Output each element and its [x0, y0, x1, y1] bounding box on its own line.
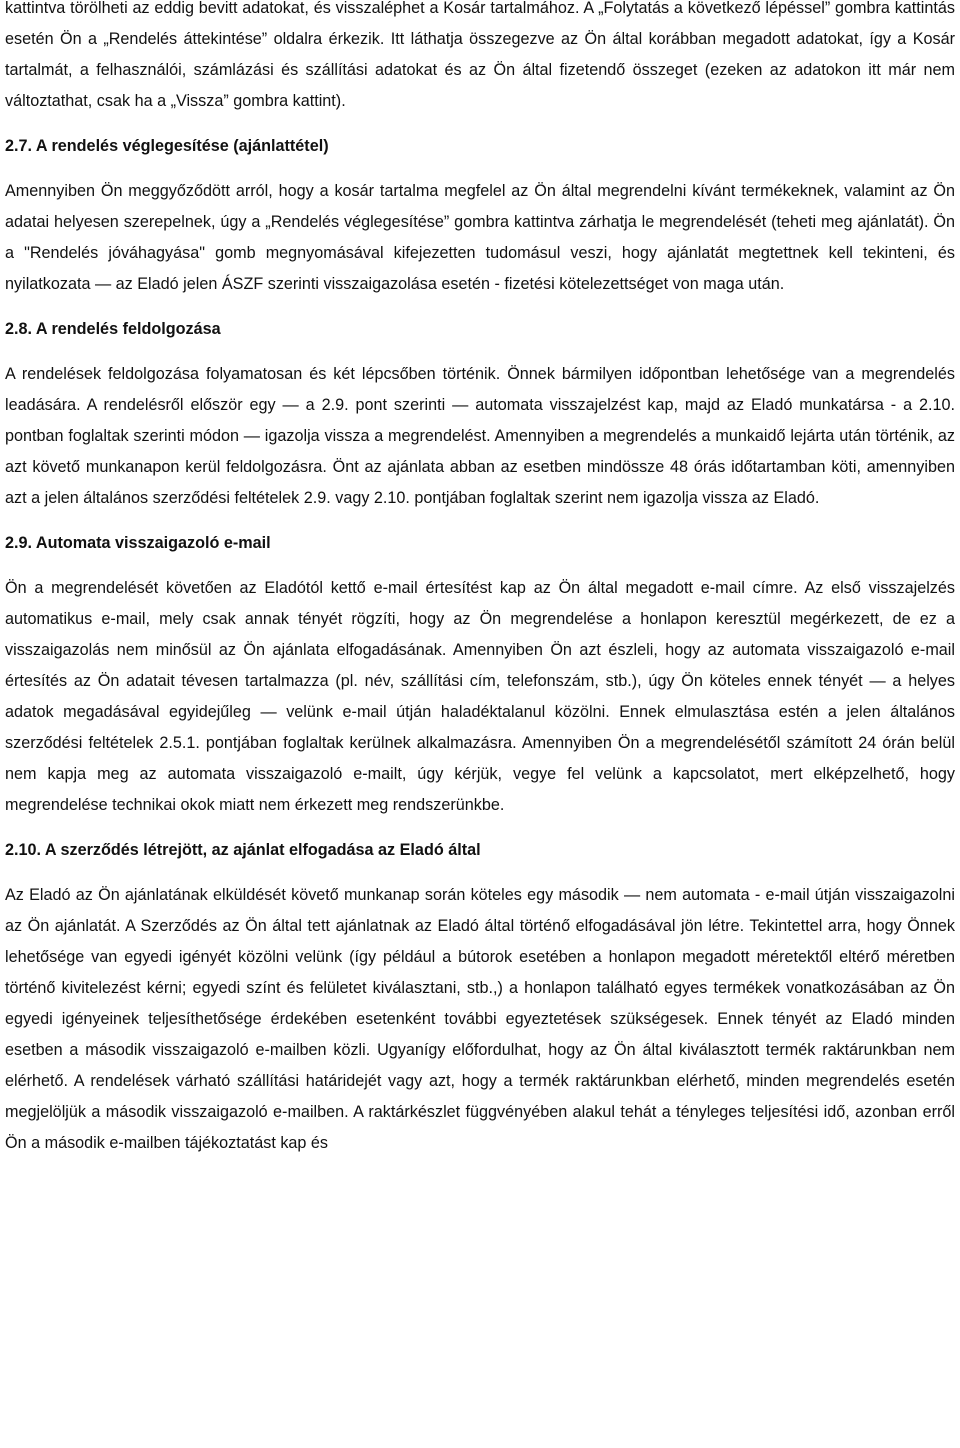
- section-2-7: [5, 131, 955, 300]
- section-2-9: [5, 528, 955, 821]
- section-2-10: [5, 835, 955, 1159]
- section-body: A rendelések feldolgozása folyamatosan és két lépcsőben történik. Önnek bármilyen időpontban lehetősége van a megrendelés leadására. A rendelésről először egy — a 2.9. pont szerinti — automata visszajelzést kap, majd az Eladó munkatársa - a 2.10. pontban foglaltak szerinti módon — igazolja vissza a megrendelést. Amennyiben a megrendelés a munkaidő lejárta után történik, az azt követő munkanapon kerül feldolgozásra. Önt az ajánlata abban az esetben mindössze 48 órás időtartamban köti, amennyiben azt a jelen általános szerződési feltételek 2.9. vagy 2.10. pontjában foglaltak szerint nem igazolja vissza az Eladó.: [5, 365, 955, 507]
- section-body: Ön a megrendelését követően az Eladótól kettő e-mail értesítést kap az Ön által megadott e-mail címre. Az első visszajelzés automatikus e-mail, mely csak annak tényét rögzíti, hogy az Ön megrendelése a honlapon keresztül megérkezett, de ez a visszaigazolás nem minősül az Ön ajánlata elfogadásának. Amennyiben Ön azt észleli, hogy az automata visszaigazoló e-mail értesítés az Ön adatait tévesen tartalmazza (pl. név, szállítási cím, telefonszám, stb.), úgy Ön köteles ennek tényét — a helyes adatok megadásával egyidejűleg — velünk e-mail útján haladéktalanul közölni. Ennek elmulasztása estén a jelen általános szerződési feltételek 2.5.1. pontjában foglaltak kerülnek alkalmazásra. Amennyiben Ön a megrendelésétől számított 24 órán belül nem kapja meg az automata visszaigazoló e-mailt, úgy kérjük, vegye fel velünk a kapcsolatot, mert elképzelhető, hogy megrendelése technikai okok miatt nem érkezett meg rendszerünkbe.: [5, 579, 955, 814]
- section-heading: 2.10. A szerződés létrejött, az ajánlat elfogadása az Eladó által: [5, 841, 481, 859]
- intro-paragraph: kattintva törölheti az eddig bevitt adatokat, és visszaléphet a Kosár tartalmához. A „Folytatás a következő lépéssel” gombra kattintás esetén Ön a „Rendelés áttekintése” oldalra érkezik. Itt láthatja összegezve az Ön által korábban megadott adatokat, így a Kosár tartalmát, a felhasználói, számlázási és szállítási adatokat és az Ön által fizetendő összeget (ezeken az adatokon itt már nem változtathat, csak ha a „Vissza” gombra kattint).: [5, 0, 955, 110]
- section-heading: 2.9. Automata visszaigazoló e-mail: [5, 534, 271, 552]
- section-heading: 2.7. A rendelés véglegesítése (ajánlattétel): [5, 137, 329, 155]
- document-page: [5, 0, 955, 1159]
- section-body: Az Eladó az Ön ajánlatának elküldését követő munkanap során köteles egy második — nem automata - e-mail útján visszaigazolni az Ön ajánlatát. A Szerződés az Ön által tett ajánlatnak az Eladó által történő elfogadásával jön létre. Tekintettel arra, hogy Önnek lehetősége van egyedi igényét közölni velünk (így például a bútorok esetében a honlapon megadott méretektől eltérő méretben történő kivitelezést kérni; egyedi színt és felületet kiválasztani, stb.,) a honlapon található egyes termékek vonatkozásában az Ön egyedi igényeinek teljesíthetősége érdekében esetenként további egyeztetések szükségesek. Ennek tényét az Eladó minden esetben a második visszaigazoló e-mailben közli. Ugyanígy előfordulhat, hogy az Ön által kiválasztott termék raktárunkban nem elérhető. A rendelések várható szállítási határidejét vagy azt, hogy a termék raktárunkban elérhető, minden megrendelés esetén megjelöljük a második visszaigazoló e-mailben. A raktárkészlet függvényében alakul tehát a tényleges teljesítési idő, azonban erről Ön a második e-mailben tájékoztatást kap és: [5, 886, 955, 1152]
- section-body: Amennyiben Ön meggyőződött arról, hogy a kosár tartalma megfelel az Ön által megrendelni kívánt termékeknek, valamint az Ön adatai helyesen szerepelnek, úgy a „Rendelés véglegesítése” gombra kattintva zárhatja le megrendelését (teheti meg ajánlatát). Ön a "Rendelés jóváhagyása" gomb megnyomásával kifejezetten tudomásul veszi, hogy ajánlatát megtettnek kell tekinteni, és nyilatkozata — az Eladó jelen ÁSZF szerinti visszaigazolása esetén - fizetési kötelezettséget von maga után.: [5, 182, 955, 293]
- section-2-8: [5, 314, 955, 514]
- section-heading: 2.8. A rendelés feldolgozása: [5, 320, 221, 338]
